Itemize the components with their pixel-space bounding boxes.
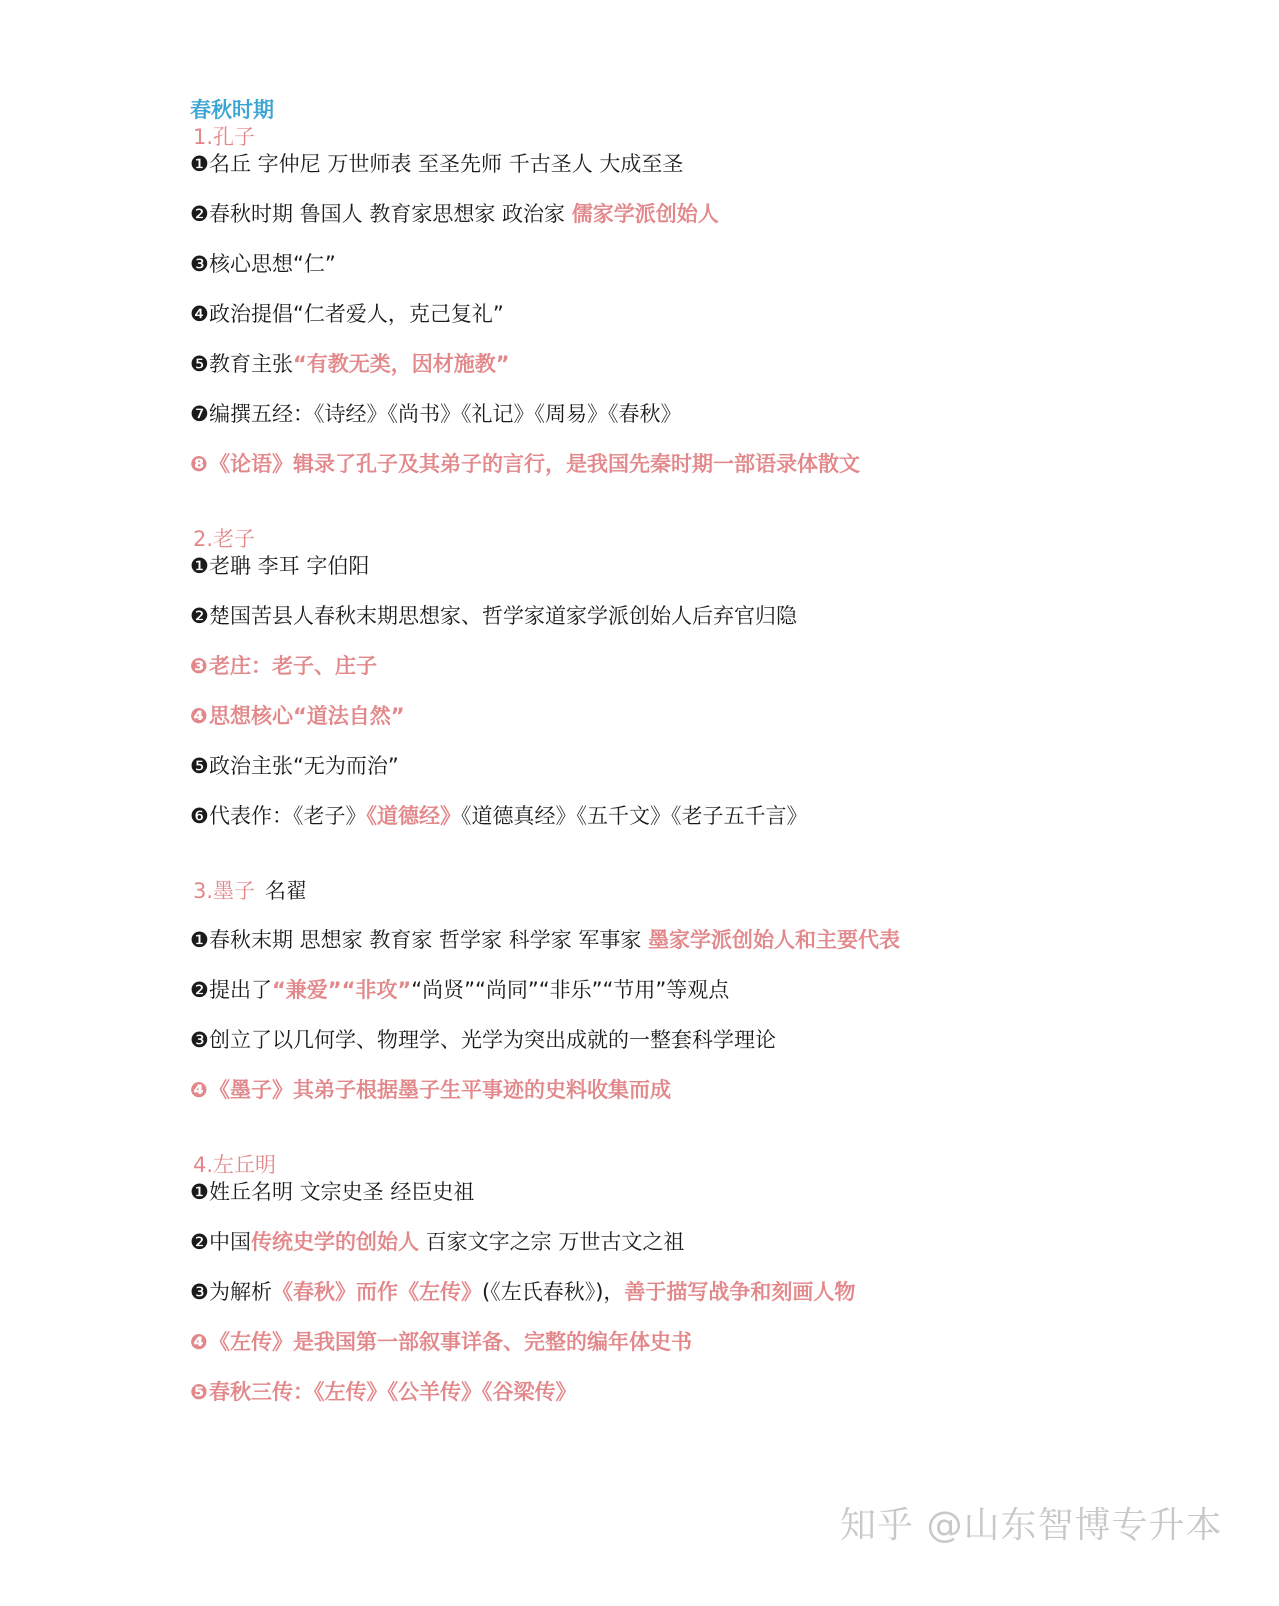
list-item — [190, 802, 1190, 830]
list-item — [190, 1178, 1190, 1206]
list-item — [190, 150, 1190, 178]
item-text: 政治主张“无为而治” — [209, 754, 399, 778]
section — [190, 526, 1190, 878]
item-text: 核心思想“仁” — [209, 252, 336, 276]
section-gap — [190, 1126, 1190, 1152]
section-gap — [190, 852, 1190, 878]
item-text: 编撰五经：《诗经》《尚书》《礼记》《周易》《春秋》 — [209, 402, 682, 426]
item-text-2: 《道德真经》《五千文》《老子五千言》 — [461, 804, 808, 828]
bullet-number: ❷ — [190, 202, 209, 226]
list-item — [190, 602, 1190, 630]
item-highlight-text: 春秋三传：《左传》《公羊传》《谷梁传》 — [209, 1380, 577, 1404]
bullet-number: ❸ — [190, 1280, 209, 1304]
bullet-number: ❶ — [190, 152, 209, 176]
list-item — [190, 1228, 1190, 1256]
list-item — [190, 300, 1190, 328]
list-item — [190, 400, 1190, 428]
item-text-2: 百家文字之宗 万世古文之祖 — [419, 1230, 685, 1254]
item-highlight: 墨家学派创始人和主要代表 — [648, 928, 901, 952]
list-item — [190, 926, 1190, 954]
item-text: 创立了以几何学、物理学、光学为突出成就的一整套科学理论 — [209, 1028, 776, 1052]
item-text-2: (《左氏春秋》)， — [482, 1280, 625, 1304]
item-highlight-text: 《墨子》其弟子根据墨子生平事迹的史料收集而成 — [209, 1078, 671, 1102]
item-text: 代表作：《老子》 — [209, 804, 367, 828]
section-title — [190, 526, 1190, 552]
item-highlight: “有教无类，因材施教” — [293, 352, 510, 376]
item-text: 中国 — [209, 1230, 251, 1254]
item-text: 政治提倡“仁者爱人，克己复礼” — [209, 302, 504, 326]
list-item — [190, 350, 1190, 378]
section-title — [190, 124, 1190, 150]
item-highlight-text: 《论语》辑录了孔子及其弟子的言行，是我国先秦时期一部语录体散文 — [209, 452, 860, 476]
list-item — [190, 200, 1190, 228]
item-text-2: “尚贤”“尚同”“非乐”“节用”等观点 — [411, 978, 730, 1002]
item-highlight-2: 善于描写战争和刻画人物 — [624, 1280, 856, 1304]
sections-container — [190, 124, 1190, 1406]
item-highlight: 《春秋》而作《左传》 — [272, 1280, 482, 1304]
section-title-text: 2.老子 — [193, 527, 256, 551]
section-title-extra: 名翟 — [265, 879, 308, 903]
bullet-number: ❶ — [190, 554, 209, 578]
bullet-number: ❷ — [190, 1230, 209, 1254]
section-title-text: 3.墨子 — [193, 879, 256, 903]
bullet-number: ❺ — [190, 1380, 208, 1404]
bullet-number: ❹ — [190, 1330, 208, 1354]
section-gap — [190, 500, 1190, 526]
list-item — [190, 752, 1190, 780]
section-title — [190, 878, 1190, 904]
bullet-number: ❹ — [190, 704, 208, 728]
list-item — [190, 702, 1190, 730]
bullet-number: ❶ — [190, 1180, 209, 1204]
item-text: 为解析 — [209, 1280, 272, 1304]
section — [190, 124, 1190, 526]
item-highlight: 传统史学的创始人 — [251, 1230, 419, 1254]
section-title-text: 1.孔子 — [193, 125, 256, 149]
list-item — [190, 1278, 1190, 1306]
era-title: 春秋时期 — [190, 98, 274, 122]
bullet-number: ❶ — [190, 928, 209, 952]
document-page — [190, 96, 1190, 1428]
list-item — [190, 450, 1190, 478]
bullet-number: ❼ — [190, 402, 209, 426]
section — [190, 1152, 1190, 1406]
bullet-number: ❻ — [190, 804, 209, 828]
section-title — [190, 1152, 1190, 1178]
bullet-number: ❸ — [190, 1028, 209, 1052]
item-text: 名丘 字仲尼 万世师表 至圣先师 千古圣人 大成至圣 — [209, 152, 684, 176]
bullet-number: ❸ — [190, 654, 208, 678]
item-highlight: 儒家学派创始人 — [571, 202, 719, 226]
list-item — [190, 1026, 1190, 1054]
bullet-number: ❽ — [190, 452, 208, 476]
item-highlight: 《道德经》 — [366, 804, 461, 828]
item-text: 楚国苦县人春秋末期思想家、哲学家道家学派创始人后弃官归隐 — [209, 604, 797, 628]
item-highlight-text: 老庄：老子、庄子 — [209, 654, 377, 678]
list-item — [190, 976, 1190, 1004]
item-text: 提出了 — [209, 978, 272, 1002]
item-highlight-text: 思想核心“道法自然” — [209, 704, 405, 728]
item-text: 姓丘名明 文宗史圣 经臣史祖 — [209, 1180, 475, 1204]
list-item — [190, 1328, 1190, 1356]
item-text: 春秋时期 鲁国人 教育家思想家 政治家 — [209, 202, 572, 226]
list-item — [190, 652, 1190, 680]
list-item — [190, 250, 1190, 278]
bullet-number: ❺ — [190, 754, 209, 778]
list-item — [190, 552, 1190, 580]
bullet-number: ❹ — [190, 302, 209, 326]
list-item — [190, 1076, 1190, 1104]
bullet-number: ❸ — [190, 252, 209, 276]
item-text: 教育主张 — [209, 352, 293, 376]
list-item — [190, 1378, 1190, 1406]
bullet-number: ❺ — [190, 352, 209, 376]
bullet-number: ❹ — [190, 1078, 208, 1102]
item-text: 春秋末期 思想家 教育家 哲学家 科学家 军事家 — [209, 928, 649, 952]
item-highlight: “兼爱”“非攻” — [272, 978, 412, 1002]
bullet-number: ❷ — [190, 978, 209, 1002]
item-highlight-text: 《左传》是我国第一部叙事详备、完整的编年体史书 — [209, 1330, 692, 1354]
item-text: 老聃 李耳 字伯阳 — [209, 554, 370, 578]
watermark: 知乎 @山东智博专升本 — [840, 1505, 1223, 1546]
section-title-text: 4.左丘明 — [193, 1153, 277, 1177]
bullet-number: ❷ — [190, 604, 209, 628]
section — [190, 878, 1190, 1152]
